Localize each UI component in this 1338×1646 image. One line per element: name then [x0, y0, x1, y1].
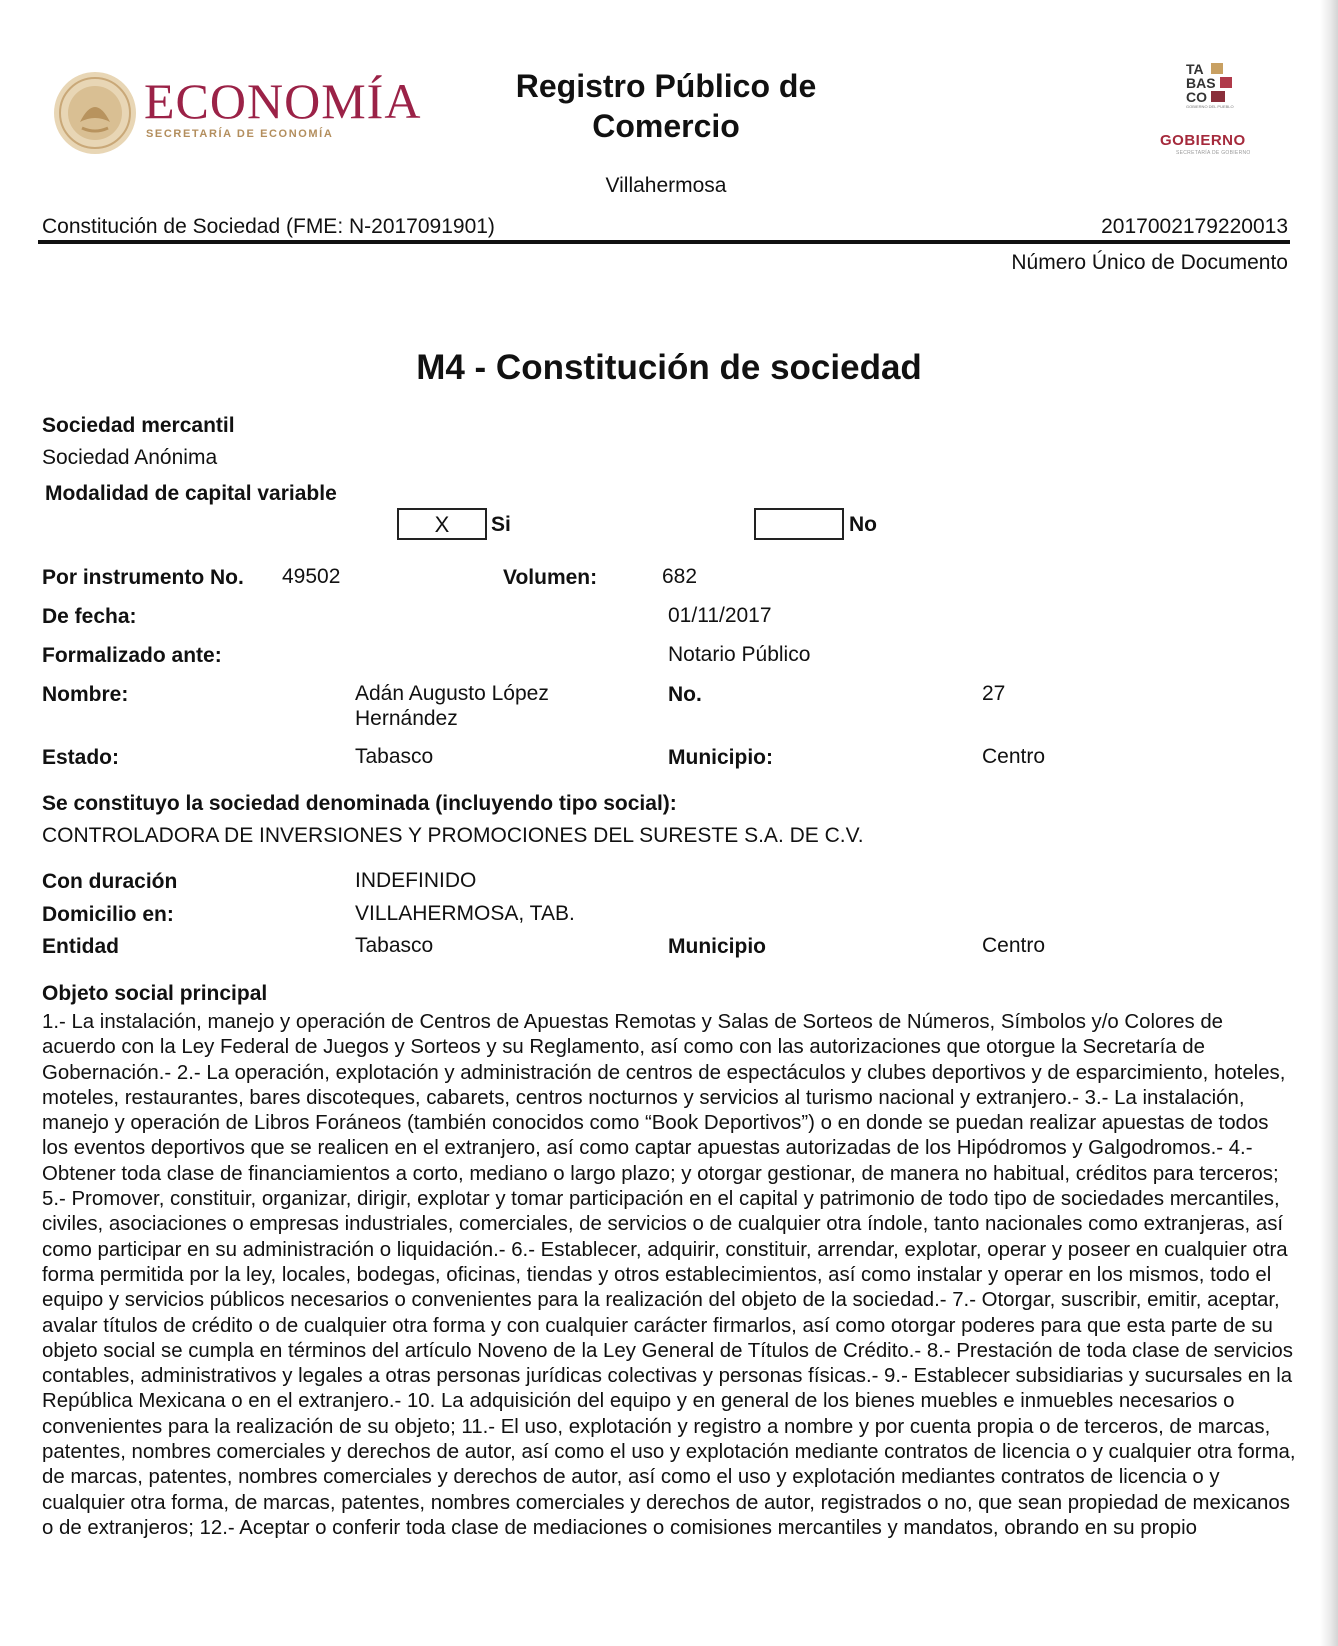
svg-text:CO: CO [1186, 89, 1207, 105]
estado-value: Tabasco [355, 745, 434, 768]
registro-title: Registro Público de Comercio [515, 68, 817, 144]
objeto-label: Objeto social principal [42, 982, 268, 1005]
svg-text:GOBIERNO DEL PUEBLO: GOBIERNO DEL PUEBLO [1186, 104, 1234, 109]
document-number-label: Número Único de Documento [1011, 251, 1288, 274]
document-type: Constitución de Sociedad (FME: N-2017091901) [42, 215, 495, 238]
volumen-label: Volumen: [503, 566, 598, 589]
denominada-label: Se constituyo la sociedad denominada (incluyendo tipo social): [42, 792, 677, 815]
denominada-value: CONTROLADORA DE INVERSIONES Y PROMOCIONES DEL SURESTE S.A. DE C.V. [42, 824, 864, 847]
municipio2-value: Centro [982, 934, 1046, 957]
svg-text:BAS: BAS [1186, 75, 1216, 91]
no-checkbox [754, 508, 844, 540]
fecha-value: 01/11/2017 [668, 604, 772, 627]
objeto-text: 1.- La instalación, manejo y operación de Centros de Apuestas Remotas y Salas de Sorteos de Números, Símbolos y/o Colores de acuerdo con la Ley Federal de Juegos y Sorteos y su Reglamento, así como con las autorizaciones que otorgue la Secretaría de Gobernación.- 2.- La operación, explotación y administración de centros de espectáculos y clubes deportivos y de esparcimiento, hoteles, moteles, restaurantes, bares discoteques, cabarets, centros nocturnos y servicios al turismo nacional y extranjero.- 3.- La instalación, manejo y operación de Libros Foráneos (también conocidos como “Book Deportivos”) o en donde se puedan realizar apuestas de todos los eventos deportivos que se realicen en el extranjero, así como captar apuestas autorizadas de los Hipódromos y Galgodromos.- 4.- Obtener toda clase de financiamientos a corto, mediano o largo plazo; y otorgar gestionar, de manera no habitual, créditos para terceros; 5.- Promover, constituir, organizar, dirigir, explotar y tomar participación en el capital y patrimonio de todo tipo de sociedades mercantiles, civiles, asociaciones o empresas industriales, comerciales, de servicios o de cualquier otra índole, tanto nacionales como extranjeras, así como participar en su administración o liquidación.- 6.- Establecer, adquirir, constituir, arrendar, explotar, operar y poseer en cualquier otra forma permitida por la ley, locales, bodegas, oficinas, tiendas y otros establecimientos, así como instalar y operar en los mismos, todo el equipo y servicios públicos necesarios o convenientes para la realización del objeto de la sociedad.- 7.- Otorgar, suscribir, emitir, aceptar, avalar títulos de crédito o de cualquier otra forma y con cualquier carácter firmarlos, así como otorgar poderes para que esta parte de su objeto social se cumpla en términos del artículo Noveno de la Ley General de Títulos de Crédito.- 8.- Prestación de toda clase de servicios contables, administrativos y legales a otras personas jurídicas colectivas y personas físicas.- 9.- Establecer subsidiarias y sucursales en la República Mexicana o en el extranjero.- 10. La adquisición del equipo y en general de los bienes muebles e inmuebles necesarios o convenientes para la realización de su objeto; 11.- El uso, explotación y registro a nombre y por cuenta propia o de terceros, de marcas, patentes, nombres comerciales y derechos de autor, así como el uso y explotación mediante contratos de licencia o y cualquier otra forma, de marcas, patentes, nombres comerciales y derechos de autor, así como el uso y explotación mediantes contratos de licencia o y cualquier otra forma, de marcas, patentes, nombres comerciales y derechos de autor, registrados o no, que sean propiedad de mexicanos o de extranjeros; 12.- Aceptar o conferir toda clase de mediaciones o comisiones mercantiles y mandatos, obrando en su propio [42, 1011, 1296, 1539]
estado-label: Estado: [42, 746, 120, 769]
municipio-value: Centro [982, 745, 1046, 768]
entidad-value: Tabasco [355, 934, 434, 957]
modalidad-label: Modalidad de capital variable [45, 482, 337, 505]
tabasco-logo [1184, 60, 1234, 110]
notario-number-value: 27 [982, 682, 1006, 705]
volumen-value: 682 [662, 565, 698, 588]
sociedad-label: Sociedad mercantil [42, 414, 235, 437]
economia-subtitle: SECRETARÍA DE ECONOMÍA [146, 128, 334, 140]
gobierno-label: GOBIERNO [1160, 132, 1246, 149]
nombre-value-line2: Hernández [355, 707, 458, 730]
gobierno-sublabel: SECRETARÍA DE GOBIERNO [1176, 150, 1251, 156]
domicilio-label: Domicilio en: [42, 903, 174, 926]
economia-title: ECONOMÍA [144, 73, 422, 129]
instrumento-label: Por instrumento No. [42, 566, 244, 589]
duracion-value: INDEFINIDO [355, 869, 477, 892]
domicilio-value: VILLAHERMOSA, TAB. [355, 902, 575, 925]
formalizado-value: Notario Público [668, 643, 811, 666]
si-label: Si [491, 513, 511, 536]
header-divider [38, 240, 1290, 244]
notario-number-label: No. [668, 683, 702, 706]
nombre-label: Nombre: [42, 683, 129, 706]
mexico-seal-icon [52, 70, 138, 156]
nombre-value-line1: Adán Augusto López [355, 682, 549, 705]
no-label: No [849, 513, 877, 536]
document-number: 2017002179220013 [1101, 215, 1288, 238]
formalizado-label: Formalizado ante: [42, 644, 222, 667]
fecha-label: De fecha: [42, 605, 137, 628]
page-title: M4 - Constitución de sociedad [416, 348, 922, 387]
sociedad-value: Sociedad Anónima [42, 446, 218, 469]
duracion-label: Con duración [42, 870, 178, 893]
municipio2-label: Municipio [668, 935, 766, 958]
entidad-label: Entidad [42, 935, 119, 958]
si-checkbox: X [397, 508, 487, 540]
municipio-label: Municipio: [668, 746, 773, 769]
svg-text:TA: TA [1186, 61, 1204, 77]
instrumento-value: 49502 [282, 565, 341, 588]
city-name: Villahermosa [605, 174, 727, 197]
page-edge-shadow [1320, 0, 1338, 1646]
